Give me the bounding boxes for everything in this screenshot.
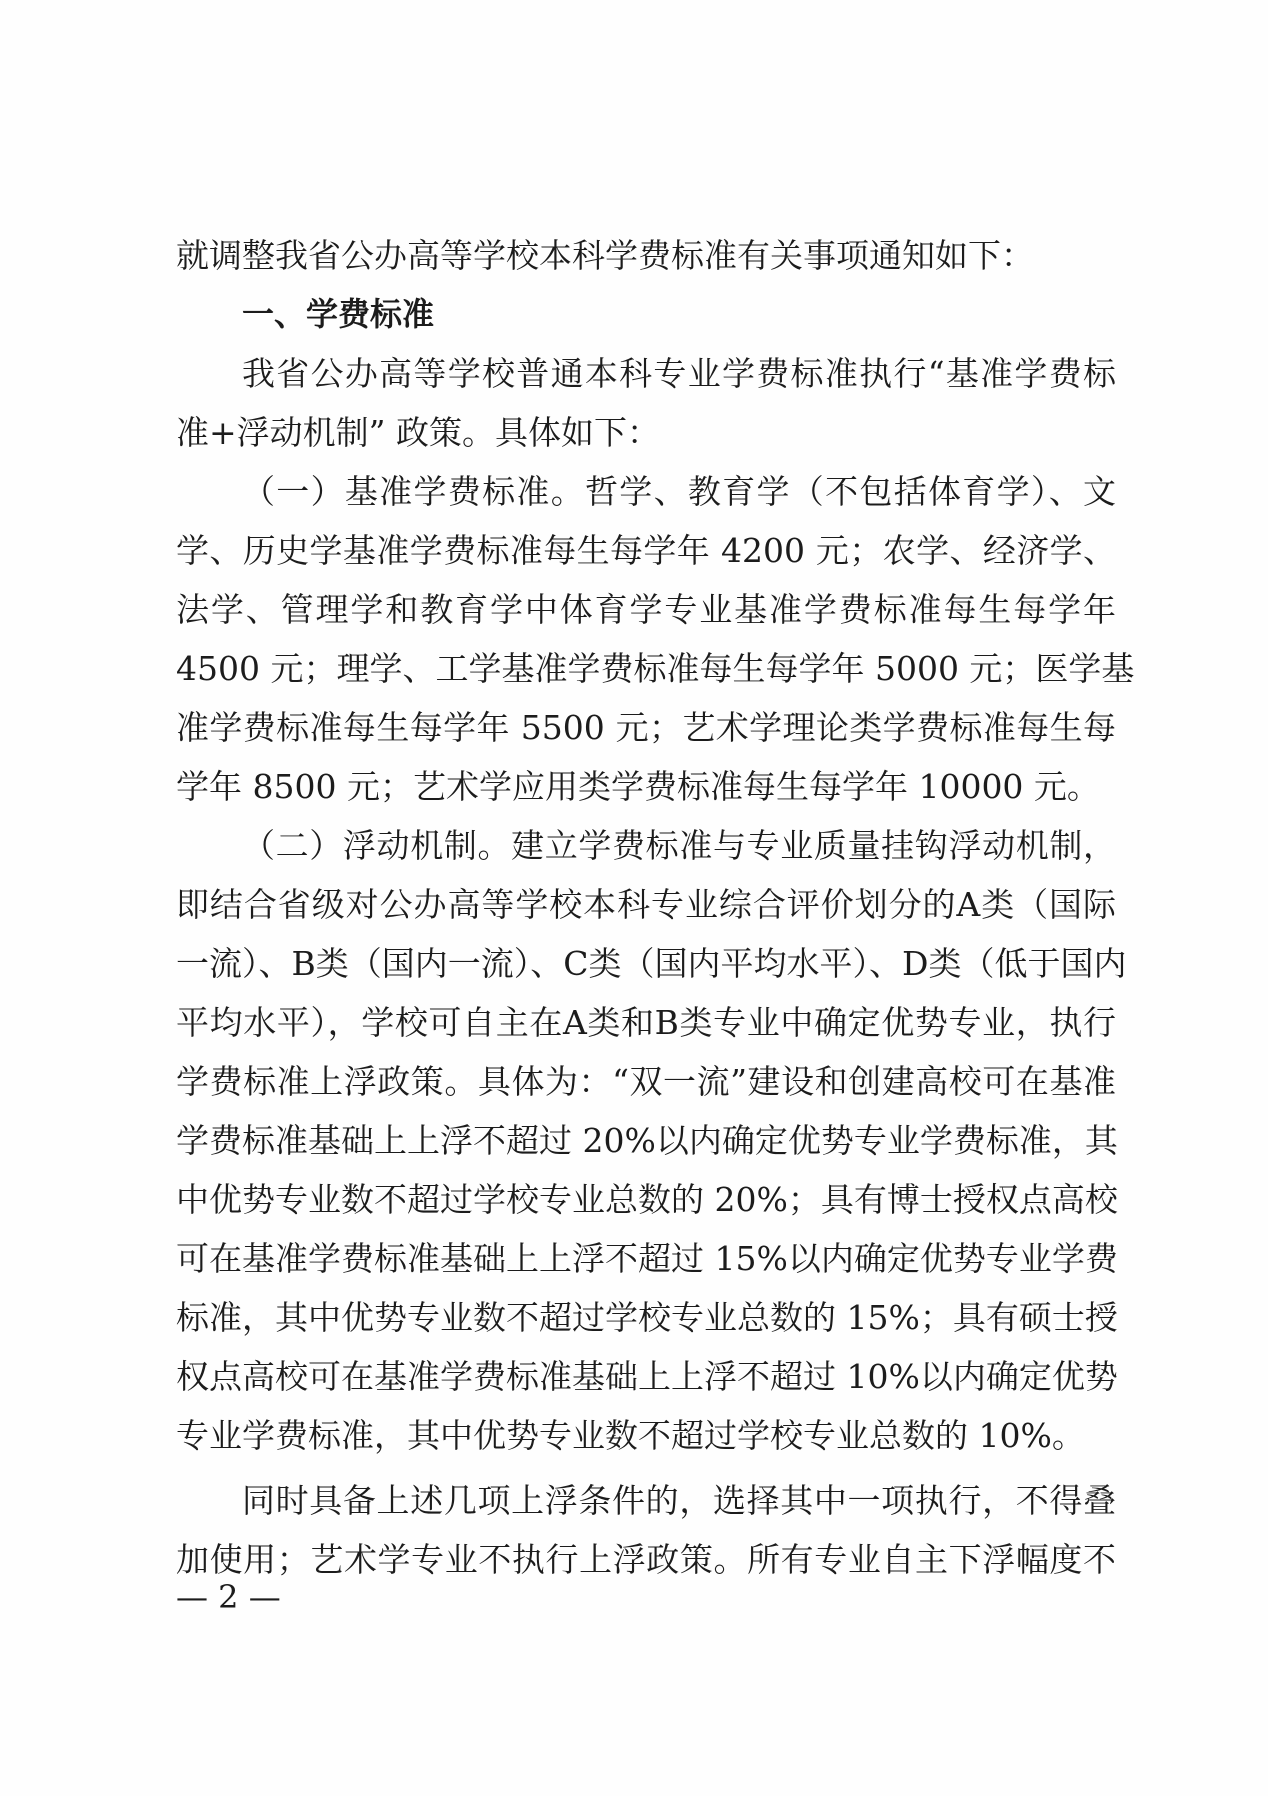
paragraph-line: 标准，其中优势专业数不超过学校专业总数的 15%；具有硕士授 bbox=[176, 1298, 1118, 1337]
paragraph-line: 同时具备上述几项上浮条件的，选择其中一项执行，不得叠 bbox=[242, 1481, 1116, 1520]
paragraph-line: 准学费标准每生每学年 5500 元；艺术学理论类学费标准每生每 bbox=[176, 708, 1116, 747]
paragraph-line: 法学、管理学和教育学中体育学专业基准学费标准每生每学年 bbox=[176, 590, 1116, 629]
paragraph-line: （一）基准学费标准。哲学、教育学（不包括体育学）、文 bbox=[242, 472, 1116, 511]
intro-line: 就调整我省公办高等学校本科学费标准有关事项通知如下： bbox=[176, 236, 1034, 275]
paragraph-line: 4500 元；理学、工学基准学费标准每生每学年 5000 元；医学基 bbox=[176, 649, 1135, 688]
paragraph-base-fee bbox=[176, 462, 1135, 816]
paragraph-line: （二）浮动机制。建立学费标准与专业质量挂钩浮动机制， bbox=[242, 826, 1116, 865]
paragraph-floating-mechanism bbox=[176, 816, 1127, 1465]
paragraph-line: 中优势专业数不超过学校专业总数的 20%；具有博士授权点高校 bbox=[176, 1180, 1118, 1219]
paragraph-line: 一流）、B类（国内一流）、C类（国内平均水平）、D类（低于国内 bbox=[176, 944, 1127, 983]
document-body bbox=[176, 226, 1135, 1589]
paragraph-line: 权点高校可在基准学费标准基础上上浮不超过 10%以内确定优势 bbox=[176, 1357, 1118, 1396]
paragraph-line: 准+浮动机制” 政策。具体如下： bbox=[176, 413, 661, 452]
paragraph-line: 学、历史学基准学费标准每生每学年 4200 元；农学、经济学、 bbox=[176, 531, 1116, 570]
paragraph-combined-conditions bbox=[176, 1471, 1116, 1589]
paragraph-line: 平均水平），学校可自主在A类和B类专业中确定优势专业，执行 bbox=[176, 1003, 1116, 1042]
paragraph-line: 学年 8500 元；艺术学应用类学费标准每生每学年 10000 元。 bbox=[176, 767, 1100, 806]
paragraph-line: 学费标准基础上上浮不超过 20%以内确定优势专业学费标准，其 bbox=[176, 1121, 1118, 1160]
paragraph-line: 我省公办高等学校普通本科专业学费标准执行“基准学费标 bbox=[242, 354, 1116, 393]
paragraph-line: 学费标准上浮政策。具体为：“双一流”建设和创建高校可在基准 bbox=[176, 1062, 1116, 1101]
paragraph-line: 加使用；艺术学专业不执行上浮政策。所有专业自主下浮幅度不 bbox=[176, 1540, 1116, 1579]
page-number: — 2 — bbox=[176, 1578, 281, 1616]
paragraph-line: 专业学费标准，其中优势专业数不超过学校专业总数的 10%。 bbox=[176, 1416, 1085, 1455]
paragraph-line: 即结合省级对公办高等学校本科专业综合评价划分的A类（国际 bbox=[176, 885, 1116, 924]
section-heading: 一、学费标准 bbox=[242, 295, 435, 333]
paragraph-line: 可在基准学费标准基础上上浮不超过 15%以内确定优势专业学费 bbox=[176, 1239, 1118, 1278]
paragraph-intro-policy bbox=[176, 344, 1116, 462]
